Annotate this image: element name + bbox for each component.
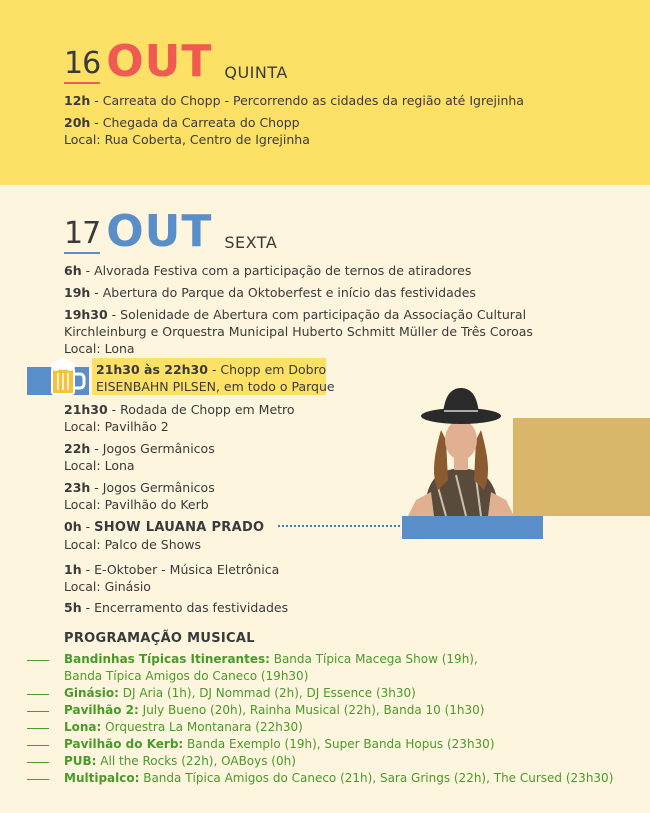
show-name: SHOW LAUANA PRADO xyxy=(94,520,265,535)
music-item: Bandinhas Típicas Itinerantes: Banda Típica Macega Show (19h), Banda Típica Amigos do Caneco (19h30) xyxy=(64,652,478,683)
event-item: 1h - E-Oktober - Música Eletrônica Local: Ginásio xyxy=(64,562,280,594)
music-item: PUB: All the Rocks (22h), OABoys (0h) xyxy=(64,754,296,768)
photo-backdrop xyxy=(513,418,650,516)
event-item: 6h - Alvorada Festiva com a participação de ternos de atiradores xyxy=(64,263,472,278)
event-item: 21h30 - Rodada de Chopp em Metro Local: Pavilhão 2 xyxy=(64,402,295,434)
section-title: PROGRAMAÇÃO MUSICAL xyxy=(64,631,255,646)
list-tick xyxy=(27,728,49,729)
date-heading-16 xyxy=(64,36,288,87)
event-item: 12h - Carreata do Chopp - Percorrendo as cidades da região até Igrejinha xyxy=(64,93,524,108)
month-label: OUT xyxy=(106,36,213,87)
event-item: 22h - Jogos Germânicos Local: Lona xyxy=(64,441,215,473)
weekday-label: QUINTA xyxy=(224,63,288,82)
music-item: Pavilhão do Kerb: Banda Exemplo (19h), Super Banda Hopus (23h30) xyxy=(64,737,495,751)
photo-accent-bar xyxy=(402,516,543,539)
list-tick xyxy=(27,762,49,763)
event-item: 19h30 - Solenidade de Abertura com participação da Associação Cultural Kirchleinburg e Orquestra Municipal Huberto Schmitt Müller de Três Coroas Local: Lona xyxy=(64,307,533,356)
performer-photo xyxy=(396,380,526,518)
event-item: 20h - Chegada da Carreata do Chopp Local: Rua Coberta, Centro de Igrejinha xyxy=(64,115,310,147)
day-number: 16 xyxy=(64,49,100,84)
event-item: 5h - Encerramento das festividades xyxy=(64,600,289,615)
list-tick xyxy=(27,779,49,780)
event-item: 19h - Abertura do Parque da Oktoberfest e início das festividades xyxy=(64,285,476,300)
list-tick xyxy=(27,711,49,712)
music-item: Lona: Orquestra La Montanara (22h30) xyxy=(64,720,303,734)
day-number: 17 xyxy=(64,219,100,254)
list-tick xyxy=(27,694,49,695)
date-heading-17 xyxy=(64,206,278,257)
month-label: OUT xyxy=(106,206,213,257)
music-item: Pavilhão 2: July Bueno (20h), Rainha Musical (22h), Banda 10 (1h30) xyxy=(64,703,485,717)
music-item: Multipalco: Banda Típica Amigos do Caneco (21h), Sara Grings (22h), The Cursed (23h30) xyxy=(64,771,614,785)
event-item: 23h - Jogos Germânicos Local: Pavilhão do Kerb xyxy=(64,480,215,512)
list-tick xyxy=(27,660,49,661)
beer-mug-icon xyxy=(46,356,88,398)
music-item: Ginásio: DJ Aria (1h), DJ Nommad (2h), DJ Essence (3h30) xyxy=(64,686,416,700)
weekday-label: SEXTA xyxy=(224,233,278,252)
list-tick xyxy=(27,745,49,746)
event-item-highlight: 21h30 às 22h30 - Chopp em Dobro EISENBAHN PILSEN, em todo o Parque xyxy=(96,362,335,394)
event-item-show: 0h - SHOW LAUANA PRADO Local: Palco de Shows xyxy=(64,519,265,552)
dotted-connector xyxy=(278,525,400,527)
